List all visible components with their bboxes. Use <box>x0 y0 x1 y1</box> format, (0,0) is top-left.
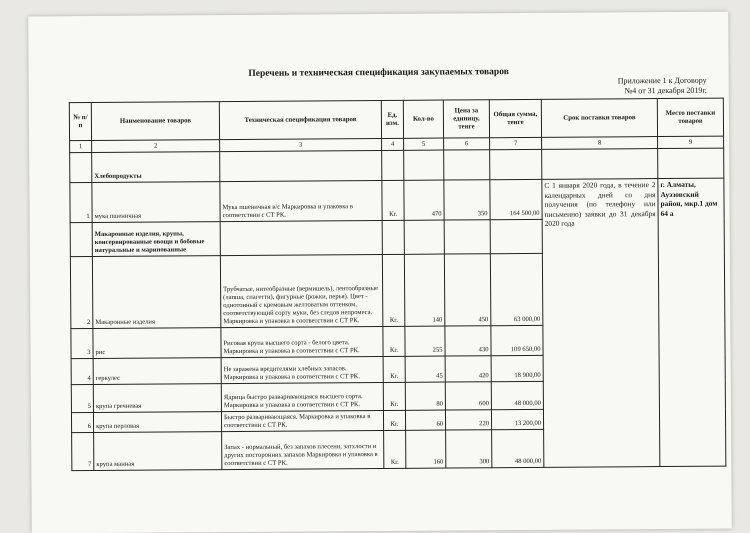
row-name: рис <box>93 328 221 359</box>
row-price: 350 <box>444 180 490 220</box>
row-name: крупа манная <box>94 432 222 471</box>
row-num: 4 <box>71 359 93 385</box>
header-row <box>69 98 723 141</box>
category-bread: Хлебопродукты <box>92 152 220 183</box>
row-qty: 255 <box>405 326 445 356</box>
row-total: 48 000,00 <box>491 381 543 409</box>
row-spec: Мука пшеничная в/с Маркировка и упаковка в соответствии с СТ РК. <box>220 180 382 221</box>
row-price: 600 <box>445 382 491 410</box>
row-name: крупа перловая <box>93 412 221 433</box>
row-price: 430 <box>445 326 491 356</box>
row-qty: 45 <box>405 356 445 382</box>
header-term: Срок поставки товаров <box>541 99 657 138</box>
row-unit: Кг. <box>383 410 405 430</box>
column-number: 2 <box>92 140 220 153</box>
row-name: крупа гречневая <box>93 384 221 413</box>
row-unit: Кг. <box>382 254 405 326</box>
annex-line-2: №4 от 31 декабря 2019г. <box>624 85 707 96</box>
row-price: 220 <box>445 410 491 430</box>
row-unit: Кг. <box>384 430 406 468</box>
row-price: 420 <box>445 356 491 382</box>
row-price: 450 <box>444 254 491 326</box>
row-unit: Кг. <box>382 180 404 220</box>
column-number: 6 <box>444 138 490 150</box>
row-name: Макаронные изделия <box>92 256 220 329</box>
row-num: 2 <box>70 257 93 329</box>
row-total: 63 000,00 <box>490 253 543 325</box>
row-num: 6 <box>71 413 93 433</box>
header-total: Общая сумма, тенге <box>489 99 541 137</box>
annex-note <box>618 76 707 97</box>
row-price: 300 <box>446 430 492 468</box>
row-num: 1 <box>70 183 92 223</box>
row-total: 164 500,00 <box>490 179 542 219</box>
row-qty: 80 <box>405 382 445 410</box>
column-number: 8 <box>542 137 658 150</box>
document-page <box>28 12 732 533</box>
row-unit: Кг. <box>383 356 405 382</box>
row-unit: Кг. <box>383 382 405 410</box>
row-spec: Запах - нормальный, без запахов плесени, затхлости и других посторонних запахов Маркировка и упаковка в соответствии с СТ РК. <box>222 430 384 469</box>
row-spec: Рисовая крупа высшего сорта - белого цвета. Маркировка и упаковка в соответствии с СТ РК. <box>221 326 383 357</box>
row-qty: 140 <box>404 254 445 326</box>
row-spec: Ядрица быстро разваривающаяся высшего сорта. Маркировка и упаковка в соответствии с СТ РК. <box>221 382 383 411</box>
category-row-bread <box>70 148 724 183</box>
column-number: 5 <box>404 138 444 150</box>
row-num: 5 <box>71 385 93 413</box>
row-total: 109 650,00 <box>491 325 543 355</box>
delivery-place: г. Алматы, Ауэзовский район, мкр.1 дом 64 а <box>658 178 726 466</box>
row-total: 48 000,00 <box>492 429 544 467</box>
row-qty: 60 <box>405 410 445 430</box>
column-number: 3 <box>220 138 382 151</box>
header-qty: Кол-во <box>403 100 443 138</box>
header-price: Цена за единицу, тенге <box>443 100 489 138</box>
table-row <box>70 178 724 223</box>
row-spec: Не заражена вредителями хлебных запасов. Маркировка и упаковка в соответствии с СТ РК. <box>221 356 383 383</box>
row-qty: 470 <box>404 180 444 220</box>
column-number: 9 <box>658 136 724 148</box>
row-name: мука пшеничная <box>92 182 220 223</box>
row-name: геркулес <box>93 358 221 385</box>
column-number: 4 <box>382 138 404 150</box>
delivery-term: С 1 января 2020 года, в течение 2 календарных дней со дня получения (по телефону или письменно) заявки до 31 декабря 2020 года <box>542 179 660 468</box>
header-num: № п/п <box>69 103 91 141</box>
row-spec: Быстро разваривающаяся. Маркировка и упаковка в соответствии с СТ РК. <box>221 410 383 431</box>
header-place: Место поставки товаров <box>657 98 723 136</box>
document-title: Перечень и техническая спецификация закупаемых товаров <box>248 67 509 79</box>
column-number: 7 <box>490 137 542 149</box>
row-num: 3 <box>71 329 93 359</box>
specification-table <box>69 98 727 472</box>
row-total: 18 900,00 <box>491 355 543 381</box>
column-number: 1 <box>70 141 92 153</box>
row-unit: Кг. <box>383 326 405 356</box>
category-pasta: Макаронные изделия, крупы, консервированные овощи и бобовые натуральные и маринованные <box>92 222 220 257</box>
row-num: 7 <box>72 433 94 471</box>
header-unit: Ед. изм. <box>381 100 403 138</box>
annex-line-1: Приложение 1 к Договору <box>617 75 707 86</box>
row-total: 13 200,00 <box>491 409 543 429</box>
header-spec: Техническая спецификация товаров <box>219 100 381 139</box>
row-spec: Трубчатые, нитеобразные (вермишель), лентообразные (лапша, спагетти), фигурные (рожки, перья). Цвет - однотонный с кремовым желтоватым оттенком, соответствующий сорту муки, без следов непромеса. Маркировка и упаковка в соответствии с СТ РК. <box>220 254 382 327</box>
header-name: Наименование товаров <box>91 102 219 141</box>
row-qty: 160 <box>406 430 446 468</box>
